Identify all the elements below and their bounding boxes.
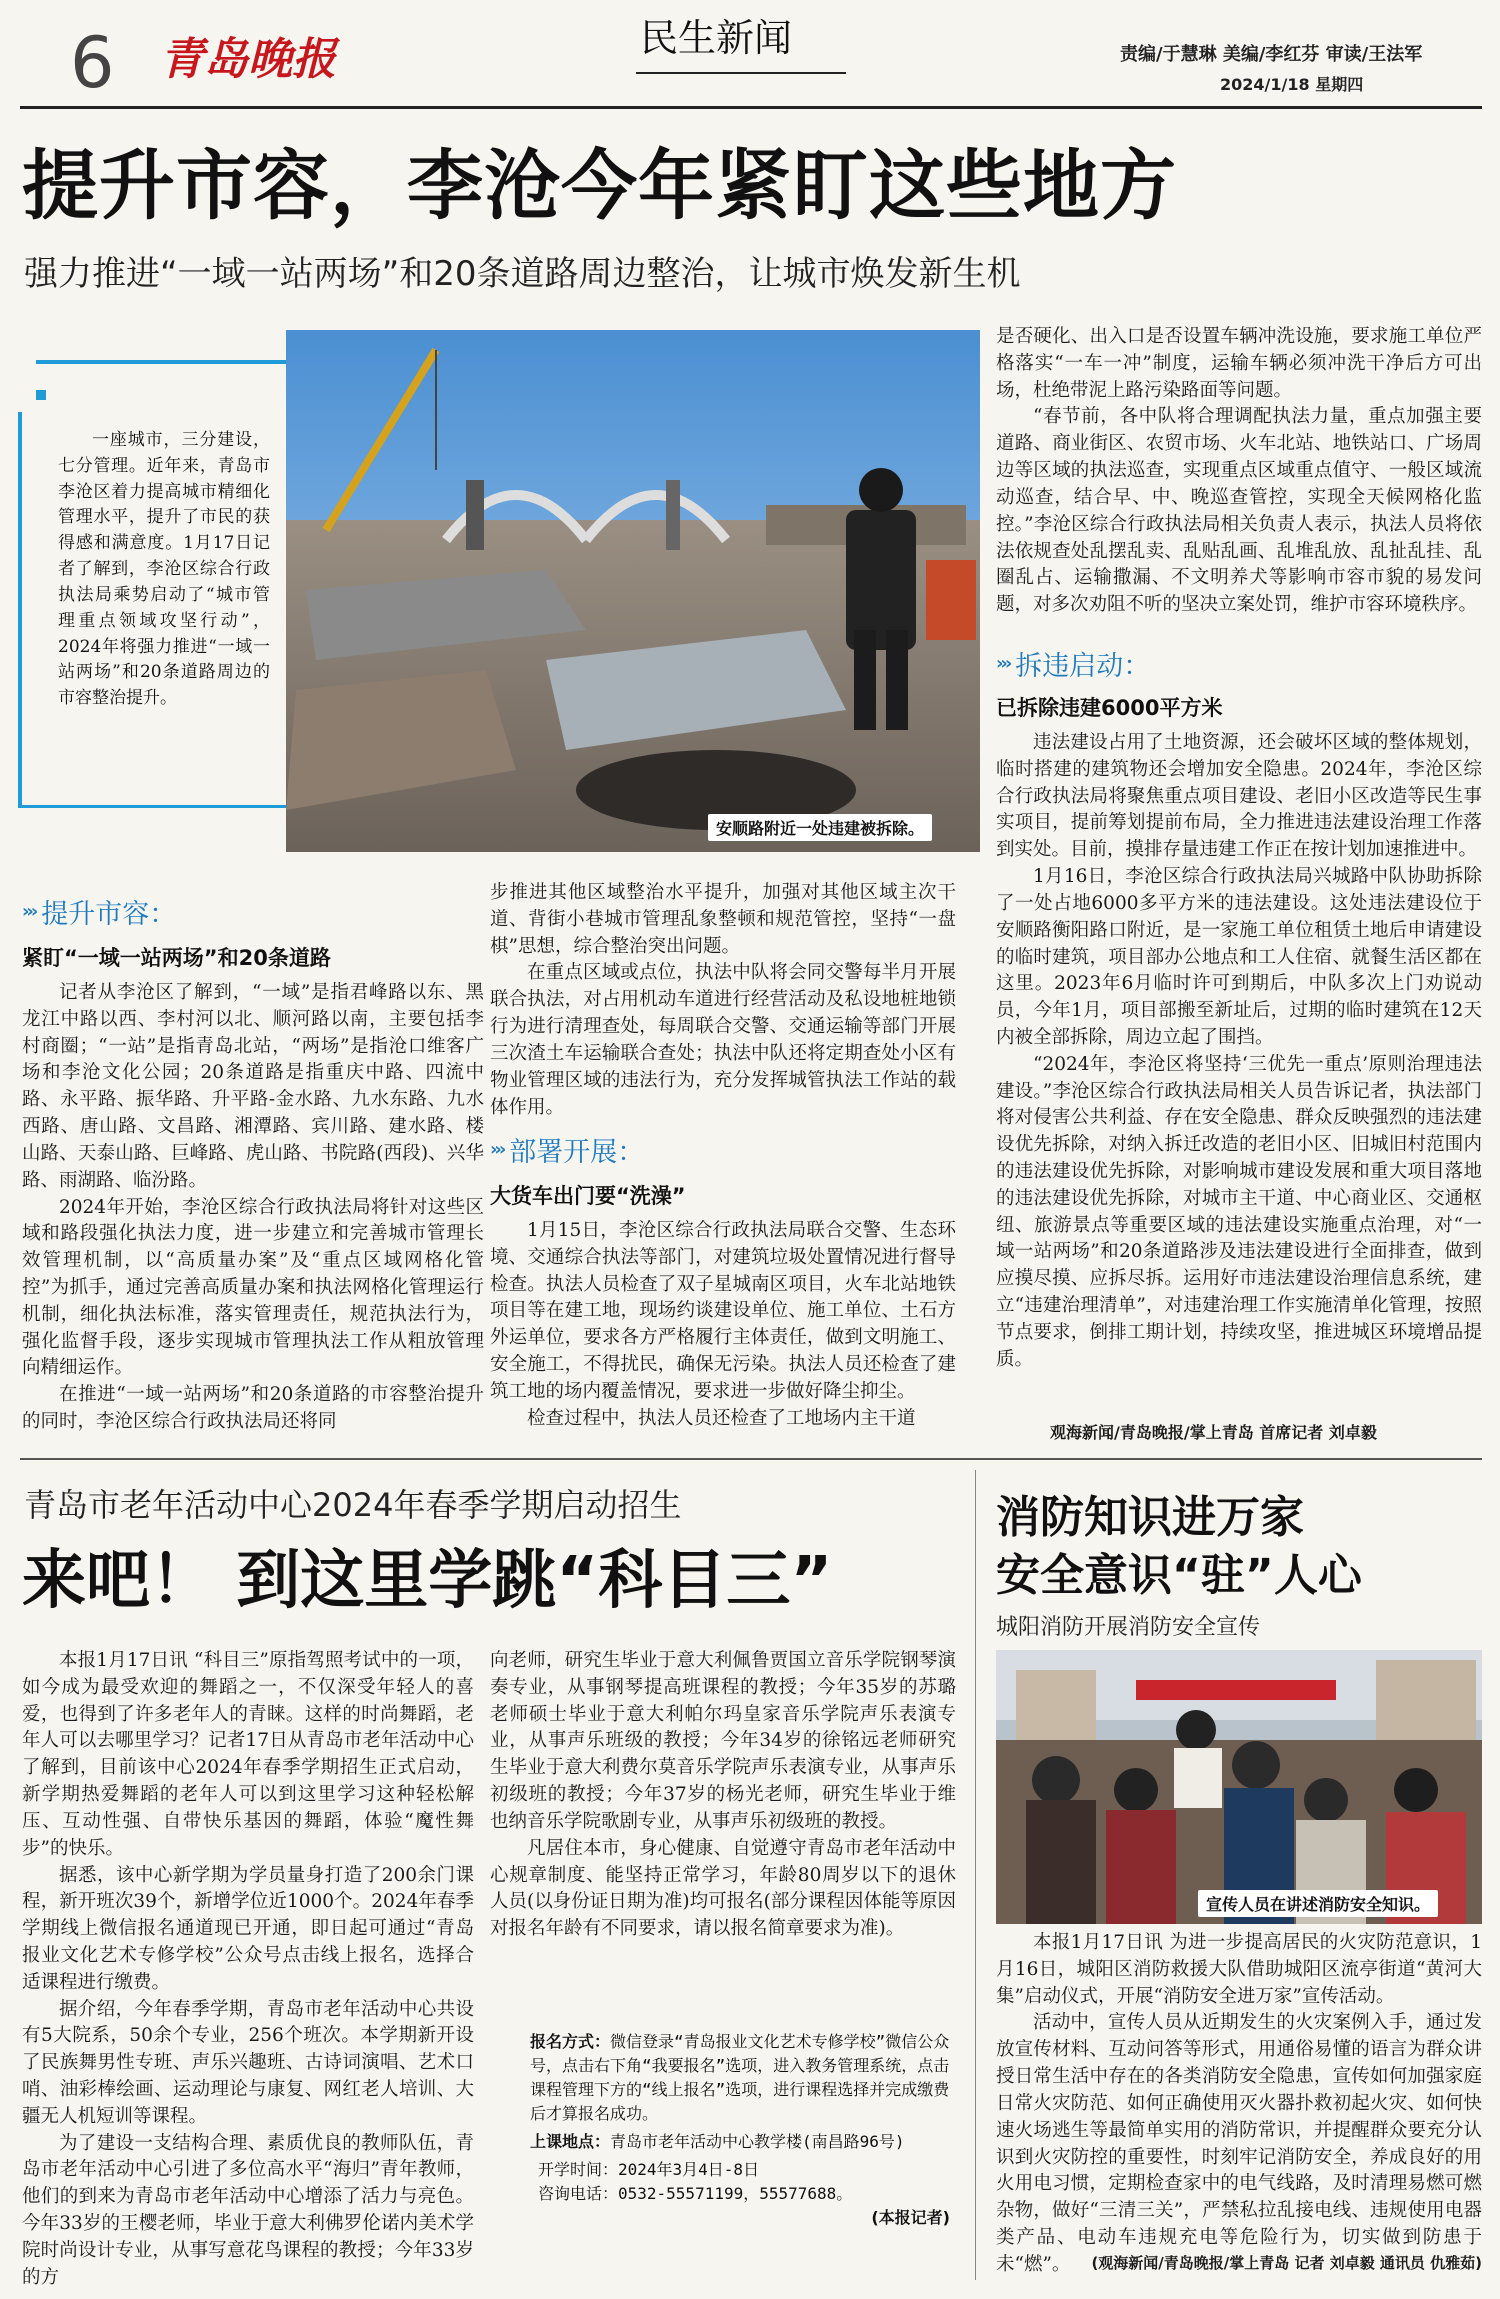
lead-column-3a (996, 324, 1482, 632)
lead-headline: 提升市容，李沧今年紧盯这些地方 (22, 141, 1177, 230)
start-time: 开学时间：2024年3月4日-8日 (538, 2160, 760, 2179)
section2-title-text: 部署开展： (509, 1137, 645, 1168)
location-text: 青岛市老年活动中心教学楼(南昌路96号) (610, 2132, 905, 2151)
paragraph: 凡居住本市，身心健康、自觉遵守青岛市老年活动中心规章制度、能坚持正常学习，年龄80周岁以下的退休人员(以身份证日期为准)均可报名(部分课程因体能等原因对报名年龄有不同要求，请以报名简章要求为准)。 (490, 1837, 956, 1940)
paragraph: 1月16日，李沧区综合行政执法局兴城路中队协助拆除了一处占地6000多平方米的违法建设。这处违法建设位于安顺路衡阳路口附近，是一家施工单位租赁土地后申请建设的临时建筑，项目部办公地点和工人住宿、就餐生活区都在这里。2023年6月临时许可到期后，中队多次上门劝说动员，今年1月，项目部搬至新址后，过期的临时建筑在12天内被全部拆除，周边立起了围挡。 (996, 866, 1482, 1048)
lead-subheadline: 强力推进“一域一站两场”和20条道路周边整治，让城市焕发新生机 (24, 254, 1021, 294)
section-arrows-icon: ››› (490, 1139, 504, 1160)
fire-safety-event-image (996, 1650, 1482, 1924)
paragraph: 在重点区域或点位，执法中队将会同交警每半月开展联合执法，对占用机动车道进行经营活动及私设地桩地锁行为进行清理查处，每周联合交警、交通运输等部门开展三次渣土车运输联合查处；执法中队还将定期查处小区有物业管理区域的违法行为，充分发挥城管执法工作站的载体作用。 (490, 962, 956, 1118)
demolition-photo (286, 330, 980, 852)
paragraph: 据悉，该中心新学期为学员量身打造了200余门课程，新开班次39个，新增学位近1000个。2024年春季学期线上微信报名通道现已开通，即日起可通过“青岛报业文化艺术专修学校”公众号点击线上报名，选择合适课程进行缴费。 (22, 1864, 474, 1993)
article3-byline: (观海新闻/青岛晚报/掌上青岛 记者 刘卓毅 通讯员 仇雅茹) (1091, 2254, 1482, 2272)
demolition-scene-image (286, 330, 980, 852)
article2-kicker: 青岛市老年活动中心2024年春季学期启动招生 (24, 1486, 682, 1524)
section2-title (490, 1130, 644, 1169)
issue-date: 2024/1/18 星期四 (1220, 75, 1364, 94)
signup-method (530, 2030, 950, 2126)
lead-column-2b (490, 1218, 956, 1446)
article2-headline: 来吧！ 到这里学跳“科目三” (22, 1544, 833, 1618)
paragraph: 步推进其他区域整治水平提升，加强对其他区域主次干道、背街小巷城市管理乱象整顿和规范管控，坚持“一盘棋”思想，综合整治突出问题。 (490, 882, 956, 957)
article3-subheadline: 城阳消防开展消防安全宣传 (996, 1615, 1261, 1640)
section1-title-text: 提升市容： (41, 899, 177, 930)
paragraph: 是否硬化、出入口是否设置车辆冲洗设施，要求施工单位严格落实“一车一冲”制度，运输车辆必须冲洗干净后方可出场，杜绝带泥上路污染路面等问题。 (996, 326, 1482, 401)
consult-phone: 咨询电话：0532-55571199，55577688。 (538, 2184, 853, 2203)
section3-title-text: 拆违启动： (1015, 651, 1151, 682)
page-number: 6 (70, 22, 115, 104)
section1-subtitle: 紧盯“一域一站两场”和20条道路 (22, 946, 331, 970)
intro-text: 一座城市，三分建设，七分管理。近年来，青岛市李沧区着力提高城市精细化管理水平，提升了市民的获得感和满意度。1月17日记者了解到，李沧区综合行政执法局乘势启动了“城市管理重点领域攻坚行动”，2024年将强力推进“一域一站两场”和20条道路周边的市容整治提升。 (58, 430, 270, 709)
article2-column-2 (490, 1648, 956, 2018)
section-arrows-icon: ››› (996, 653, 1010, 674)
article3-headline-line1: 消防知识进万家 (996, 1492, 1304, 1543)
section3-subtitle: 已拆除违建6000平方米 (996, 696, 1223, 720)
article2-byline: (本报记者) (871, 2208, 950, 2227)
paragraph: 本报1月17日讯 为进一步提高居民的火灾防范意识，1月16日，城阳区消防救援大队借助城阳区流亭街道“黄河大集”启动仪式，开展“消防安全进万家”宣传活动。 (996, 1932, 1482, 2007)
section-name: 民生新闻 (640, 16, 793, 60)
section3-title (996, 644, 1150, 683)
fire-safety-photo-caption: 宣传人员在讲述消防安全知识。 (1198, 1890, 1438, 1917)
class-location (530, 2130, 950, 2154)
paragraph: 记者从李沧区了解到，“一域”是指君峰路以东、黑龙江中路以西、李村河以北、顺河路以南，主要包括李村商圈；“一站”是指青岛北站，“两场”是指沧口维客广场和李沧文化公园；20条道路是指重庆中路、四流中路、永平路、振华路、升平路-金水路、九水东路、九水西路、唐山路、文昌路、湘潭路、宾川路、建水路、楼山路、天泰山路、巨峰路、虎山路、书院路(西段)、兴华路、雨湖路、临汾路。 (22, 982, 484, 1191)
signup-info (530, 2030, 950, 2230)
lead-byline: 观海新闻/青岛晚报/掌上青岛 首席记者 刘卓毅 (1050, 1423, 1377, 1442)
signup-text: 微信登录“青岛报业文化艺术专修学校”微信公众号，点击右下角“我要报名”选项，进入教务管理系统，点击课程管理下方的“线上报名”选项，进行课程选择并完成缴费后才算报名成功。 (530, 2032, 950, 2123)
lead-column-1 (22, 980, 484, 1442)
article3-headline-line2: 安全意识“驻”人心 (996, 1550, 1362, 1601)
demolition-photo-caption: 安顺路附近一处违建被拆除。 (708, 814, 932, 841)
paper-logo: 青岛晚报 (160, 34, 336, 85)
editors-credit: 责编/于慧琳 美编/李红芬 审读/王法军 (1120, 44, 1423, 65)
section-arrows-icon: ››› (22, 901, 36, 922)
paragraph: 向老师，研究生毕业于意大利佩鲁贾国立音乐学院钢琴演奏专业，从事钢琴提高班课程的教授；今年35岁的苏璐老师硕士毕业于意大利帕尔玛皇家音乐学院声乐表演专业，从事声乐班级的教授；今年34岁的徐铭远老师研究生毕业于意大利费尔莫音乐学院声乐表演专业，从事声乐初级班的教授；今年37岁的杨光老师，研究生毕业于维也纳音乐学院歌剧专业，从事声乐初级班的教授。 (490, 1650, 956, 1832)
paragraph: “2024年，李沧区将坚持‘三优先一重点’原则治理违法建设。”李沧区综合行政执法局相关人员告诉记者，执法部门将对侵害公共利益、存在安全隐患、群众反映强烈的违法建设优先拆除，对纳入拆迁改造的老旧小区、旧城旧村范围内的违法建设优先拆除，对影响城市建设发展和重大项目落地的违法建设优先拆除，对城市主干道、中心商业区、交通枢纽、旅游景点等重要区域的违法建设实施重点治理，对“一域一站两场”和20条道路涉及违法建设进行全面排查，做到应摸尽摸、应拆尽拆。运用好市违法建设治理信息系统，建立“违建治理清单”，对违建治理工作实施清单化管理，按照节点要求，倒排工期计划，持续攻坚，推进城区环境增品提质。 (996, 1053, 1482, 1370)
paragraph: “春节前，各中队将合理调配执法力量，重点加强主要道路、商业街区、农贸市场、火车北站、地铁站口、广场周边等区域的执法巡查，实现重点区域重点值守、一般区域流动巡查，结合早、中、晚巡查管控，实现全天候网格化监控。”李沧区综合行政执法局相关负责人表示，执法人员将依法依规查处乱摆乱卖、乱贴乱画、乱堆乱放、乱扯乱挂、乱圈乱占、运输撒漏、不文明养犬等影响市容市貌的易发问题，对多次劝阻不听的坚决立案处罚，维护市容环境秩序。 (996, 406, 1482, 616)
section2-subtitle: 大货车出门要“洗澡” (490, 1184, 686, 1208)
section1-title (22, 892, 176, 931)
paragraph: 1月15日，李沧区综合行政执法局联合交警、生态环境、交通综合执法等部门，对建筑垃圾处置情况进行督导检查。执法人员检查了双子星城南区项目，火车北站地铁项目等在建工地，现场约谈建设单位、施工单位、土石方外运单位，要求各方严格履行主体责任，做到文明施工、安全施工，不得扰民，确保无污染。执法人员还检查了建筑工地的场内覆盖情况，要求进一步做好降尘抑尘。 (490, 1220, 956, 1402)
signup-label: 报名方式： (530, 2032, 611, 2051)
paragraph: 据介绍，今年春季学期，青岛市老年活动中心共设有5大院系，50余个专业，256个班次。本学期新开设了民族舞男性专班、声乐兴趣班、古诗词演唱、艺术口哨、油彩棒绘画、运动理论与康复、网红老人培训、大疆无人机短训等课程。 (22, 1998, 474, 2127)
lead-column-3b (996, 730, 1482, 1416)
paragraph: 违法建设占用了土地资源，还会破坏区域的整体规划，临时搭建的建筑物还会增加安全隐患。2024年，李沧区综合行政执法局将聚焦重点项目建设、老旧小区改造等民生事实项目，提前筹划提前布局，全力推进违法建设治理工作落到实处。目前，摸排存量违建工作正在按计划加速推进中。 (996, 732, 1482, 861)
lead-column-2a (490, 880, 956, 1118)
fire-safety-photo (996, 1650, 1482, 1924)
paragraph: 检查过程中，执法人员还检查了工地场内主干道 (527, 1407, 916, 1429)
paragraph: 2024年开始，李沧区综合行政执法局将针对这些区域和路段强化执法力度，进一步建立和完善城市管理长效管理机制，以“高质量办案”及“重点区域网格化管控”为抓手，通过完善高质量办案和执法网格化管理运行机制，细化执法标准，落实管理责任，规范执法行为，强化监督手段，逐步实现城市管理执法工作从粗放管理向精细运作。 (22, 1196, 484, 1379)
location-label: 上课地点： (530, 2132, 611, 2151)
paragraph: 为了建设一支结构合理、素质优良的教师队伍，青岛市老年活动中心引进了多位高水平“海归”青年教师，他们的到来为青岛市老年活动中心增添了活力与亮色。今年33岁的王樱老师，毕业于意大利佛罗伦诺内美术学院时尚设计专业，从事写意花鸟课程的教授；今年33岁的方 (22, 2132, 474, 2288)
article2-column-1 (22, 1648, 474, 2288)
paragraph: 本报1月17日讯 “科目三”原指驾照考试中的一项，如今成为最受欢迎的舞蹈之一，不仅深受年轻人的喜爱，也得到了许多老年人的青睐。这样的时尚舞蹈，老年人可以去哪里学习？记者17日从青岛市老年活动中心了解到，目前该中心2024年春季学期招生正式启动，新学期热爱舞蹈的老年人可以到这里学习这种轻松解压、互动性强、自带快乐基因的舞蹈，体验“魔性舞步”的快乐。 (22, 1650, 474, 1859)
paragraph: 活动中，宣传人员从近期发生的火灾案例入手，通过发放宣传材料、互动问答等形式，用通俗易懂的语言为群众讲授日常生活中存在的各类消防安全隐患，宣传如何加强家庭日常火灾防范、如何正确使用灭火器扑救初起火灾、如何快速火场逃生等最简单实用的消防常识，并提醒群众要充分认识到火灾防控的重要性，时刻牢记消防安全，养成良好的用火用电习惯，定期检查家中的电气线路，及时清理易燃可燃杂物，做好“三清三关”，严禁私拉乱接电线、违规使用电器类产品、电动车违规充电等危险行为，切实做到防患于未“燃”。 (996, 2012, 1482, 2275)
paragraph: 在推进“一域一站两场”和20条道路的市容整治提升的同时，李沧区综合行政执法局还将同 (22, 1384, 484, 1432)
